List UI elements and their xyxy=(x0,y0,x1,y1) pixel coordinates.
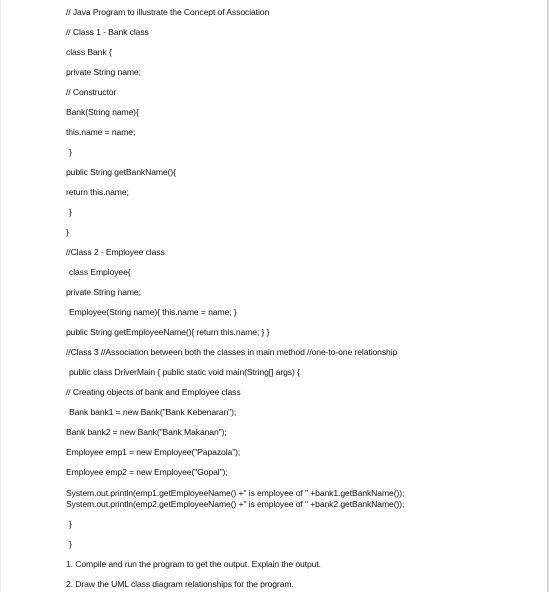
code-emp2: Employee emp2 = new Employee("Gopal"); xyxy=(66,467,228,477)
code-close-brace: } xyxy=(69,147,72,157)
task-2: 2. Draw the UML class diagram relationships for the program. xyxy=(66,579,294,589)
code-emp1: Employee emp1 = new Employee("Papazola"); xyxy=(66,447,241,457)
task-1: 1. Compile and run the program to get the output. Explain the output. xyxy=(66,559,321,569)
comment-creating-objects: // Creating objects of bank and Employee class xyxy=(66,387,241,397)
code-close-brace: } xyxy=(66,227,69,237)
code-get-employee-name: public String getEmployeeName(){ return this.name; } } xyxy=(66,327,270,337)
code-bank-assign: this.name = name; xyxy=(66,127,136,137)
code-bank-constructor: Bank(String name){ xyxy=(66,107,139,117)
code-bank1: Bank bank1 = new Bank("Bank Kebenaran"); xyxy=(69,407,237,417)
code-bank2: Bank bank2 = new Bank("Bank Makanan"); xyxy=(66,427,227,437)
comment-constructor: // Constructor xyxy=(66,87,117,97)
comment-program-title: // Java Program to illustrate the Concept of Association xyxy=(66,7,270,17)
code-class-employee: class Employee{ xyxy=(69,267,131,277)
code-driver-main: public class DriverMain { public static void main(String[] args) { xyxy=(69,367,300,377)
code-close-brace: } xyxy=(69,207,72,217)
comment-class-3: //Class 3 //Association between both the classes in main method //one-to-one relationship xyxy=(66,347,398,357)
code-close-brace: } xyxy=(69,519,72,529)
code-close-brace: } xyxy=(69,539,72,549)
page-left-edge xyxy=(0,0,1,592)
code-println-1: System.out.println(emp1.getEmployeeName() +" is employee of " +bank1.getBankName()); xyxy=(66,488,405,498)
code-class-bank: class Bank { xyxy=(66,47,112,57)
code-bank-field: private String name; xyxy=(66,67,141,77)
comment-class-2: //Class 2 - Employee class xyxy=(66,247,165,257)
code-employee-field: private String name; xyxy=(66,287,141,297)
code-println-2: System.out.println(emp2.getEmployeeName() +" is employee of " +bank2.getBankName()); xyxy=(66,499,405,509)
code-return-bank-name: return this.name; xyxy=(66,187,129,197)
comment-class-1: // Class 1 - Bank class xyxy=(66,27,149,37)
code-get-bank-name: public String getBankName(){ xyxy=(66,167,176,177)
code-employee-constructor: Employee(String name){ this.name = name; } xyxy=(69,307,237,317)
